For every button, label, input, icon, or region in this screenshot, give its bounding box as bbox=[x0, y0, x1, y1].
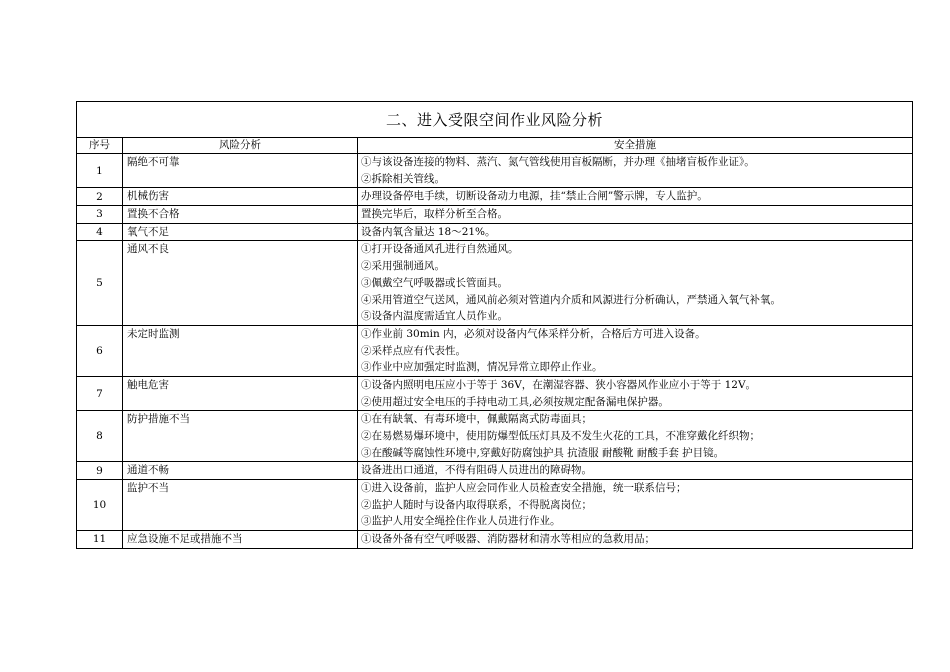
table-row bbox=[77, 462, 913, 480]
table-row bbox=[77, 376, 913, 410]
header-row bbox=[77, 138, 913, 154]
row-number: 5 bbox=[77, 241, 123, 325]
table-row bbox=[77, 241, 913, 325]
risk-analysis-sheet bbox=[76, 101, 912, 549]
risk-label: 通道不畅 bbox=[127, 464, 169, 477]
measure-line: ③佩戴空气呼吸器或长管面具。 bbox=[361, 276, 508, 289]
header-no: 序号 bbox=[77, 138, 123, 154]
measure-line: ②采用强制通风。 bbox=[361, 260, 445, 273]
row-number: 1 bbox=[77, 154, 123, 188]
table-row bbox=[77, 411, 913, 462]
measure-line: ①进入设备前，监护人应会同作业人员检查安全措施，统一联系信号； bbox=[361, 482, 687, 495]
row-number: 11 bbox=[77, 531, 123, 549]
measure-line: ③作业中应加强定时监测，情况异常立即停止作业。 bbox=[361, 361, 603, 374]
risk-analysis-table bbox=[76, 101, 913, 549]
risk-label: 机械伤害 bbox=[127, 190, 169, 203]
risk-cell bbox=[123, 241, 358, 325]
risk-label: 隔绝不可靠 bbox=[127, 156, 180, 168]
risk-cell bbox=[123, 154, 358, 188]
row-number: 10 bbox=[77, 480, 123, 531]
row-number: 4 bbox=[77, 223, 123, 241]
measure-line: ②在易燃易爆环境中，使用防爆型低压灯具及不发生火花的工具，不准穿戴化纤织物； bbox=[361, 430, 760, 442]
risk-cell bbox=[123, 223, 358, 241]
row-number: 9 bbox=[77, 462, 123, 480]
row-number: 3 bbox=[77, 206, 123, 224]
table-title: 二、进入受限空间作业风险分析 bbox=[77, 102, 913, 138]
table-row bbox=[77, 480, 913, 531]
measure-line: ⑤设备内温度需适宜人员作业。 bbox=[361, 310, 508, 323]
risk-cell bbox=[123, 462, 358, 480]
measure-line: ④采用管道空气送风，通风前必须对管道内介质和风源进行分析确认，严禁通入氧气补氧。 bbox=[361, 293, 781, 306]
risk-cell bbox=[123, 376, 358, 410]
measures-cell bbox=[358, 188, 913, 206]
measures-cell bbox=[358, 206, 913, 224]
risk-cell bbox=[123, 206, 358, 224]
measure-line: ③在酸碱等腐蚀性环境中,穿戴好防腐蚀护具 抗渣服 耐酸靴 耐酸手套 护目镜。 bbox=[361, 446, 725, 459]
risk-label: 氧气不足 bbox=[127, 225, 169, 238]
measure-line: 置换完毕后，取样分析至合格。 bbox=[361, 208, 508, 221]
row-number: 7 bbox=[77, 376, 123, 410]
measure-line: 办理设备停电手续，切断设备动力电源，挂“禁止合闸”警示牌，专人监护。 bbox=[361, 190, 708, 203]
table-row bbox=[77, 188, 913, 206]
table-row bbox=[77, 223, 913, 241]
measures-cell bbox=[358, 223, 913, 241]
table-row bbox=[77, 206, 913, 224]
measure-line: ②监护人随时与设备内取得联系，不得脱离岗位； bbox=[361, 498, 592, 511]
measure-line: ③监护人用安全绳拴住作业人员进行作业。 bbox=[361, 515, 561, 528]
measures-cell bbox=[358, 462, 913, 480]
measure-line: ①与该设备连接的物料、蒸汽、氮气管线使用盲板隔断，并办理《抽堵盲板作业证》。 bbox=[361, 156, 755, 168]
measure-line: 设备内氧含量达 18～21%。 bbox=[361, 225, 496, 238]
risk-label: 防护措施不当 bbox=[127, 413, 190, 426]
measure-line: ②拆除相关管线。 bbox=[361, 172, 445, 185]
header-risk: 风险分析 bbox=[123, 138, 358, 154]
risk-label: 未定时监测 bbox=[127, 327, 180, 340]
table-row bbox=[77, 531, 913, 549]
risk-label: 应急设施不足或措施不当 bbox=[127, 533, 243, 546]
measure-line: ②使用超过安全电压的手持电动工具,必须按规定配备漏电保护器。 bbox=[361, 395, 669, 408]
risk-cell bbox=[123, 188, 358, 206]
measures-cell bbox=[358, 531, 913, 549]
measures-cell bbox=[358, 411, 913, 462]
measures-cell bbox=[358, 241, 913, 325]
header-measures: 安全措施 bbox=[358, 138, 913, 154]
row-number: 2 bbox=[77, 188, 123, 206]
measure-line: ①设备外备有空气呼吸器、消防器材和清水等相应的急救用品； bbox=[361, 533, 655, 546]
measure-line: ①作业前 30min 内，必须对设备内气体采样分析，合格后方可进入设备。 bbox=[361, 327, 706, 340]
table-row bbox=[77, 325, 913, 376]
table-body bbox=[77, 154, 913, 549]
risk-label: 置换不合格 bbox=[127, 208, 180, 221]
risk-cell bbox=[123, 411, 358, 462]
measure-line: ②采样点应有代表性。 bbox=[361, 344, 466, 357]
risk-label: 监护不当 bbox=[127, 482, 169, 495]
measure-line: ①打开设备通风孔进行自然通风。 bbox=[361, 243, 519, 256]
risk-cell bbox=[123, 325, 358, 376]
risk-label: 通风不良 bbox=[127, 243, 169, 256]
risk-label: 触电危害 bbox=[127, 378, 169, 391]
measures-cell bbox=[358, 154, 913, 188]
risk-cell bbox=[123, 480, 358, 531]
row-number: 6 bbox=[77, 325, 123, 376]
measure-line: 设备进出口通道，不得有阻碍人员进出的障碍物。 bbox=[361, 464, 592, 477]
measures-cell bbox=[358, 480, 913, 531]
risk-cell bbox=[123, 531, 358, 549]
row-number: 8 bbox=[77, 411, 123, 462]
measure-line: ①在有缺氧、有毒环境中，佩戴隔离式防毒面具； bbox=[361, 413, 592, 426]
measures-cell bbox=[358, 376, 913, 410]
measures-cell bbox=[358, 325, 913, 376]
table-row bbox=[77, 154, 913, 188]
measure-line: ①设备内照明电压应小于等于 36V，在潮湿容器、狭小容器风作业应小于等于 12V。 bbox=[361, 378, 757, 391]
